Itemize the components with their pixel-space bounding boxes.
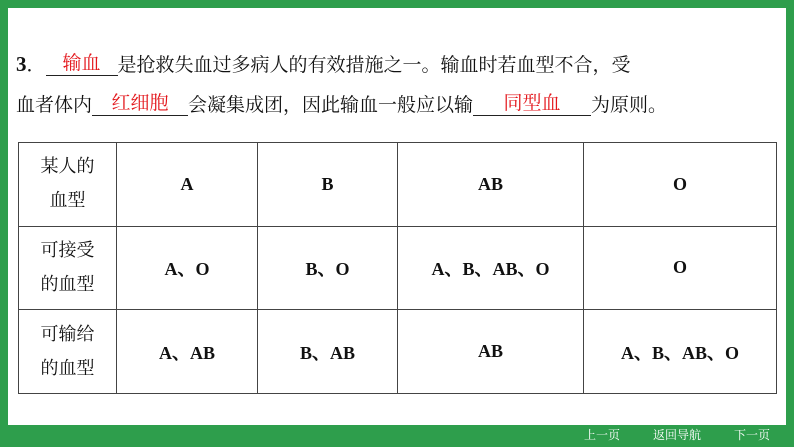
table-cell: B、AB [258, 310, 398, 394]
table-header-row [19, 143, 777, 227]
question-text-2c: 为原则。 [591, 94, 668, 116]
table-row-donate [19, 310, 777, 394]
table-cell-blood-type: AB [398, 143, 584, 227]
table-cell: O [584, 226, 777, 310]
table-cell-blood-type: B [258, 143, 398, 227]
answer-3: 同型血 [503, 92, 561, 114]
question-text-1: 是抢救失血过多病人的有效措施之一。输血时若血型不合，受 [117, 54, 631, 76]
blank-2 [92, 91, 188, 116]
prev-page-button[interactable]: 上一页 [583, 428, 620, 442]
table-cell: B、O [258, 226, 398, 310]
table-cell-blood-type: O [584, 143, 777, 227]
question-text-2a: 血者体内 [16, 94, 93, 116]
question-number: 3 [16, 52, 27, 76]
blank-1 [46, 51, 118, 76]
question-3 [16, 44, 784, 126]
table-cell: A、O [117, 226, 258, 310]
answer-2: 红细胞 [111, 92, 169, 114]
question-number-dot: ． [26, 54, 46, 76]
blood-type-table [18, 142, 777, 394]
question-line-2 [16, 85, 784, 126]
answer-1: 输血 [62, 52, 101, 74]
table-cell-row-header: 可接受 的血型 [19, 226, 117, 310]
table-row-accept [19, 226, 777, 310]
table-cell-row-header: 某人的 血型 [19, 143, 117, 227]
table-cell: AB [398, 310, 584, 394]
table-cell-row-header: 可输给 的血型 [19, 310, 117, 394]
table-cell-blood-type: A [117, 143, 258, 227]
blank-3 [473, 91, 591, 116]
question-text-2b: 会凝集成团，因此输血一般应以输 [188, 94, 474, 116]
back-to-navigation-button[interactable]: 返回导航 [652, 428, 701, 442]
table-cell: A、AB [117, 310, 258, 394]
table-cell: A、B、AB、O [584, 310, 777, 394]
next-page-button[interactable]: 下一页 [733, 428, 770, 442]
question-line-1 [16, 44, 784, 85]
table-cell: A、B、AB、O [398, 226, 584, 310]
